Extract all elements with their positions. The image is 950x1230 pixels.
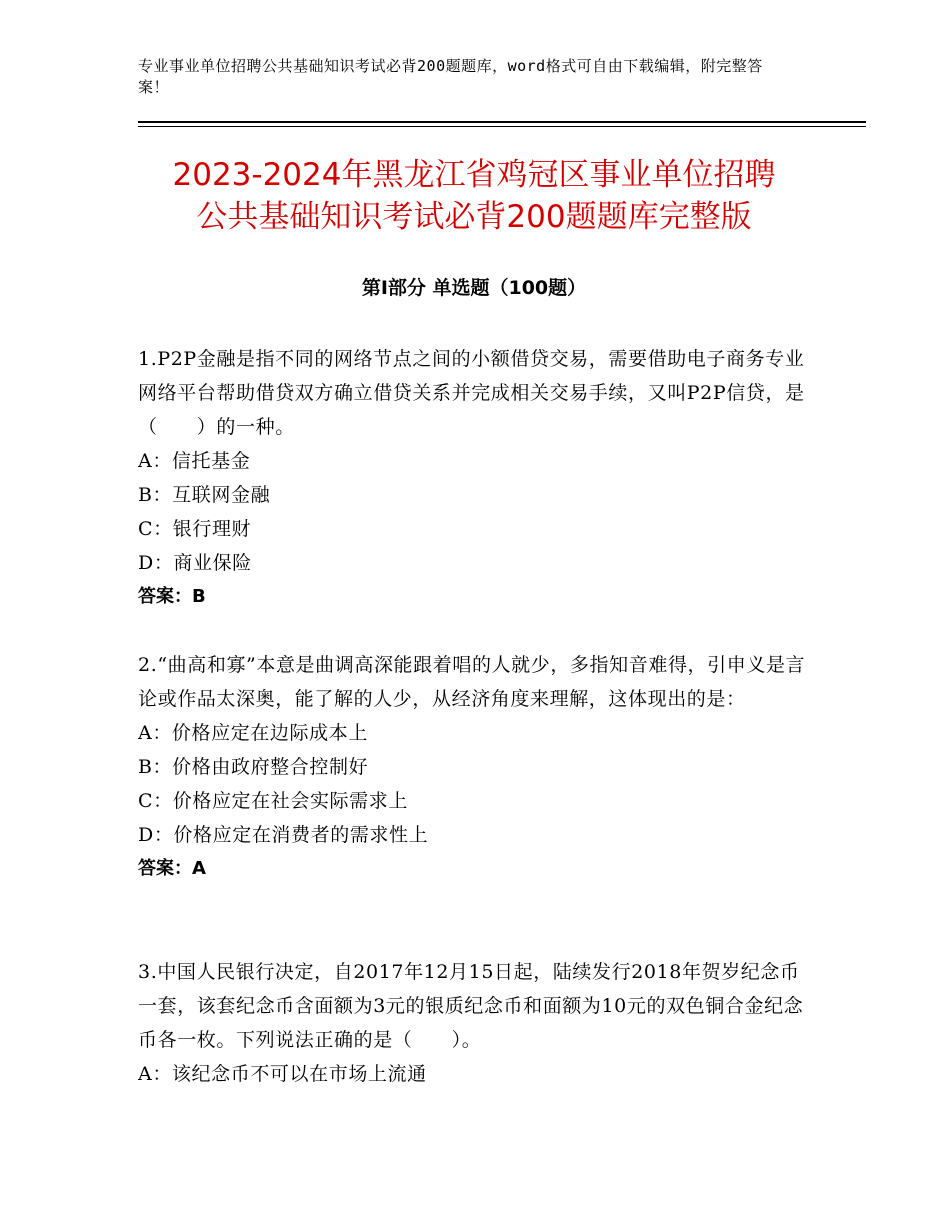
header-rule-thick: [138, 121, 866, 123]
document-title-line-1: 2023-2024年黑龙江省鸡冠区事业单位招聘: [172, 157, 776, 193]
question-stem: 1.P2P金融是指不同的网络节点之间的小额借贷交易，需要借助电子商务专业网络平台帮助借贷双方确立借贷关系并完成相关交易手续，又叫P2P信贷，是（ ）的一种。: [138, 348, 805, 438]
question-stem: 2.“曲高和寡”本意是曲调高深能跟着唱的人就少，多指知音难得，引申义是言论或作品太深奥，能了解的人少，从经济角度来理解，这体现出的是：: [138, 654, 806, 710]
option-b: B：互联网金融: [138, 484, 271, 506]
document-title: [138, 154, 810, 238]
question-2: [138, 648, 810, 886]
section-title: 第Ⅰ部分 单选题（100题）: [361, 277, 587, 299]
question-3: [138, 955, 810, 1091]
option-a: A：该纪念币不可以在市场上流通: [138, 1063, 427, 1085]
answer: 答案：B: [138, 586, 206, 607]
header-note: 专业事业单位招聘公共基础知识考试必背200题题库，word格式可自由下载编辑，附完整答案！: [138, 57, 763, 96]
header-rule-thin: [138, 126, 866, 127]
option-a: A：价格应定在边际成本上: [138, 722, 368, 744]
answer: 答案：A: [138, 858, 206, 879]
question-1: [138, 342, 810, 614]
option-d: D：价格应定在消费者的需求性上: [138, 824, 429, 846]
option-c: C：银行理财: [138, 518, 252, 540]
option-a: A：信托基金: [138, 450, 251, 472]
option-b: B：价格由政府整合控制好: [138, 756, 369, 778]
question-stem: 3.中国人民银行决定，自2017年12月15日起，陆续发行2018年贺岁纪念币一套，该套纪念币含面额为3元的银质纪念币和面额为10元的双色铜合金纪念币各一枚。下列说法正确的是（ ）。: [138, 961, 804, 1051]
document-title-line-2: 公共基础知识考试必背200题题库完整版: [196, 199, 752, 235]
option-d: D：商业保险: [138, 552, 252, 574]
option-c: C：价格应定在社会实际需求上: [138, 790, 408, 812]
